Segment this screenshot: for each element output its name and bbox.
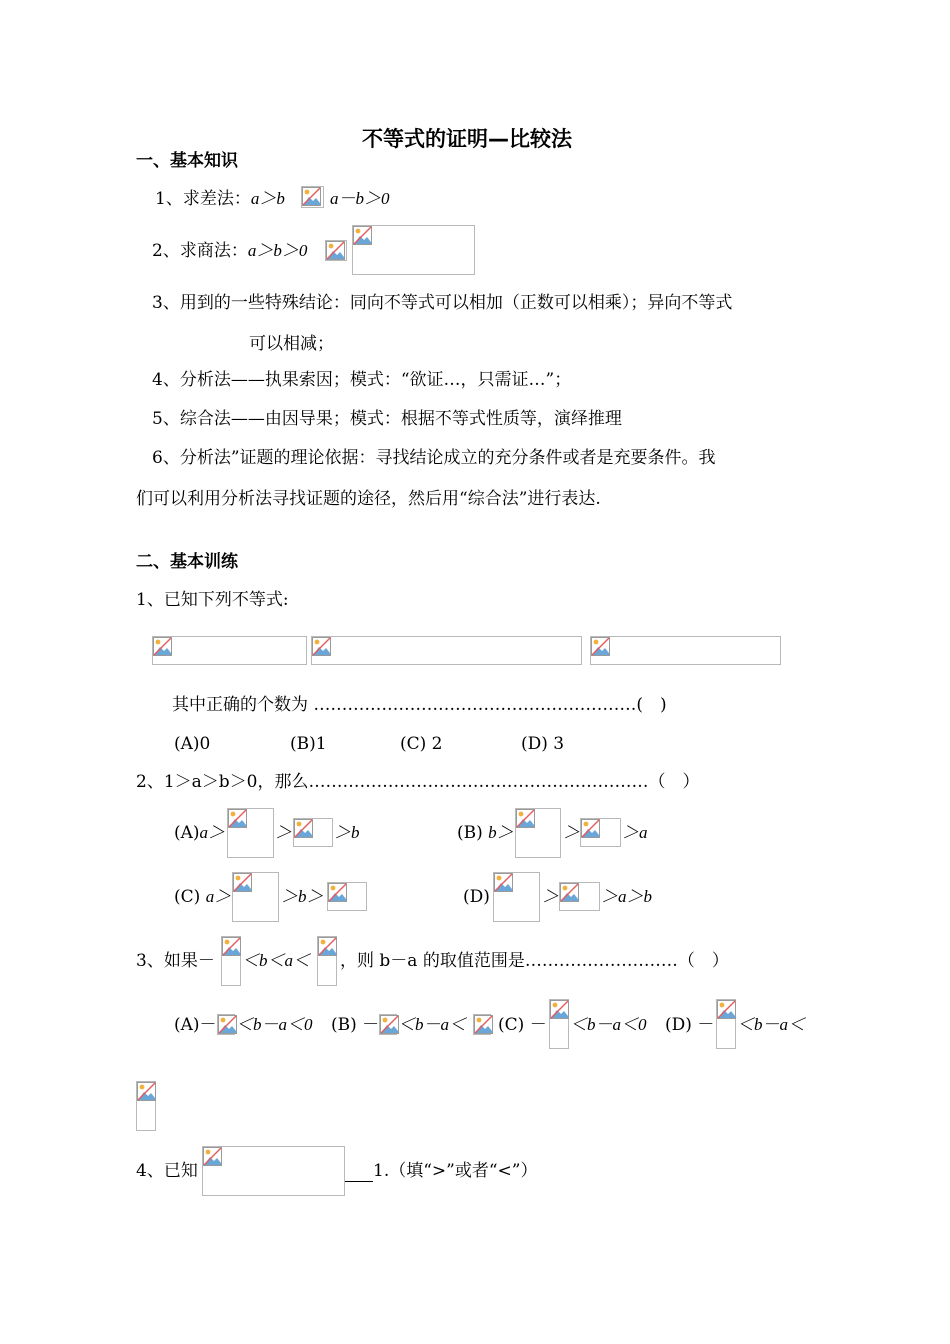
item-2-prefix: 2、求商法： <box>152 241 248 261</box>
formula-image <box>515 808 561 858</box>
q4-prefix: 4、已知 <box>136 1161 198 1181</box>
formula-image <box>590 636 781 665</box>
formula-image <box>716 999 736 1049</box>
formula-image <box>379 1014 397 1035</box>
q2-option-a <box>174 822 225 844</box>
q3-c-label: (C) <box>498 1015 525 1035</box>
q3-d-p2: ＜b－a＜ <box>737 1015 805 1034</box>
broken-image-icon <box>516 809 535 828</box>
q3-c-p2: ＜b－a＜0 <box>570 1015 647 1034</box>
q2-c-label: (C) <box>174 887 201 907</box>
q2-b-label: (B) <box>457 823 483 843</box>
broken-image-icon <box>494 873 513 892</box>
item-6-line1: 6、分析法”证题的理论依据：寻找结论成立的充分条件或者是充要条件。我 <box>152 448 716 468</box>
q3-d-label: (D) <box>665 1015 692 1035</box>
formula-image <box>232 872 279 922</box>
broken-image-icon <box>581 819 600 838</box>
broken-image-icon <box>591 637 610 656</box>
formula-image <box>493 872 540 922</box>
formula-image <box>311 636 582 665</box>
broken-image-icon <box>326 241 345 260</box>
broken-image-icon <box>233 873 252 892</box>
broken-image-icon <box>717 1000 736 1019</box>
section-heading-basic-training: 二、基本训练 <box>136 552 238 572</box>
q3-d-p1: － <box>697 1015 715 1035</box>
broken-image-icon <box>318 937 337 956</box>
broken-image-icon <box>294 819 313 838</box>
broken-image-icon <box>560 883 579 902</box>
formula-image <box>293 818 333 847</box>
q2-c-p1: a＞ <box>205 887 232 906</box>
broken-image-icon <box>222 937 241 956</box>
broken-image-icon <box>137 1082 156 1101</box>
broken-image-icon <box>560 883 579 902</box>
broken-image-icon <box>328 883 347 902</box>
broken-image-icon <box>294 819 313 838</box>
item-1-expr-right: a－b＞0 <box>330 189 390 208</box>
item-6-line2: 们可以利用分析法寻找证题的途径，然后用“综合法”进行表达. <box>136 489 601 509</box>
broken-image-icon <box>312 637 331 656</box>
q2-stem: 2、1＞a＞b＞0，那么……………………………………………………（ ） <box>136 772 700 792</box>
broken-image-icon <box>494 873 513 892</box>
q2-a-p3: ＞b <box>334 823 360 842</box>
broken-image-icon <box>302 187 321 206</box>
formula-image <box>559 882 600 911</box>
broken-image-icon <box>318 937 337 956</box>
broken-image-icon <box>203 1147 222 1166</box>
page-title: 不等式的证明—比较法 <box>362 127 572 151</box>
formula-image <box>580 818 621 847</box>
q2-option-c <box>174 886 231 908</box>
q2-c-p2: ＞b＞ <box>281 887 324 906</box>
q3-suffix: ，则 b－a 的取值范围是………………………（ ） <box>340 951 729 971</box>
formula-image <box>301 186 324 208</box>
broken-image-icon <box>233 873 252 892</box>
q2-a-label: (A) <box>174 823 200 843</box>
q1-ask: 其中正确的个数为 …………………………………………………( ) <box>172 695 667 715</box>
q3-option-b <box>331 1014 379 1036</box>
item-5: 5、综合法——由因导果；模式：根据不等式性质等，演绎推理 <box>152 409 622 429</box>
formula-image <box>473 1014 491 1035</box>
q2-d-p2: ＞ <box>542 887 559 906</box>
q3-option-d <box>665 1014 714 1036</box>
broken-image-icon <box>380 1015 399 1034</box>
item-1-prefix: 1、求差法： <box>155 189 251 209</box>
formula-image <box>227 808 274 858</box>
formula-image <box>136 1081 156 1131</box>
broken-image-icon <box>550 1000 569 1019</box>
broken-image-icon <box>203 1147 222 1166</box>
broken-image-icon <box>312 637 331 656</box>
formula-image <box>202 1146 345 1196</box>
q2-a-p1: a＞ <box>199 823 226 842</box>
q2-b-p1: b＞ <box>488 823 514 842</box>
broken-image-icon <box>516 809 535 828</box>
broken-image-icon <box>222 937 241 956</box>
q1-option-b: (B)1 <box>290 734 327 754</box>
broken-image-icon <box>717 1000 736 1019</box>
broken-image-icon <box>353 226 372 245</box>
broken-image-icon <box>474 1015 493 1034</box>
broken-image-icon <box>228 809 247 828</box>
q3-prefix: 3、如果－ <box>136 951 215 971</box>
formula-image <box>221 936 241 986</box>
q3-option-a <box>174 1014 217 1036</box>
q1-option-d: (D) 3 <box>521 734 565 754</box>
broken-image-icon <box>353 226 372 245</box>
item-3-line1: 3、用到的一些特殊结论：同向不等式可以相加（正数可以相乘）；异向不等式 <box>152 293 733 313</box>
q1-option-a: (A)0 <box>174 734 211 754</box>
item-1-expr-left: a＞b <box>250 189 285 208</box>
q3-a-p2: ＜b－a＜0 <box>236 1015 313 1034</box>
q2-option-d: (D) <box>463 887 490 907</box>
formula-image <box>317 936 337 986</box>
q3-a-label: (A) <box>174 1015 200 1035</box>
q3-option-c <box>498 1014 547 1036</box>
broken-image-icon <box>550 1000 569 1019</box>
q2-a-p2: ＞ <box>275 823 292 842</box>
item-1 <box>155 188 285 210</box>
broken-image-icon <box>137 1082 156 1101</box>
broken-image-icon <box>218 1015 237 1034</box>
formula-image <box>325 240 347 261</box>
formula-image <box>152 636 307 665</box>
q3-c-p1: － <box>529 1015 547 1035</box>
q3-a-p1: － <box>199 1015 217 1035</box>
broken-image-icon <box>218 1015 237 1034</box>
answer-blank[interactable] <box>345 1181 373 1182</box>
item-4: 4、分析法——执果索因；模式：“欲证…，只需证…”； <box>152 370 572 390</box>
q2-b-p3: ＞a <box>622 823 648 842</box>
broken-image-icon <box>326 241 345 260</box>
item-2 <box>152 240 307 262</box>
broken-image-icon <box>302 187 321 206</box>
q2-option-b <box>457 822 514 844</box>
broken-image-icon <box>328 883 347 902</box>
q1-stem: 1、已知下列不等式: <box>136 590 289 610</box>
formula-image <box>327 882 367 911</box>
q3-b-p1: － <box>362 1015 380 1035</box>
broken-image-icon <box>591 637 610 656</box>
item-2-expr-left: a＞b＞0 <box>247 241 308 260</box>
q3-b-p2: ＜b－a＜ <box>398 1015 466 1034</box>
q1-option-c: (C) 2 <box>400 734 443 754</box>
broken-image-icon <box>153 637 172 656</box>
q2-d-p3: ＞a＞b <box>601 887 652 906</box>
section-heading-basic-knowledge: 一、基本知识 <box>136 151 238 171</box>
broken-image-icon <box>228 809 247 828</box>
broken-image-icon <box>153 637 172 656</box>
q3-mid: ＜b＜a＜ <box>242 951 310 970</box>
formula-image <box>217 1014 235 1035</box>
formula-image <box>352 225 475 275</box>
broken-image-icon <box>474 1015 493 1034</box>
item-3-line2: 可以相减； <box>249 334 334 354</box>
broken-image-icon <box>581 819 600 838</box>
q2-b-p2: ＞ <box>563 823 580 842</box>
broken-image-icon <box>380 1015 399 1034</box>
q4-suffix: 1.（填“>”或者“<”） <box>373 1161 538 1181</box>
formula-image <box>549 999 569 1049</box>
q3-b-label: (B) <box>331 1015 357 1035</box>
